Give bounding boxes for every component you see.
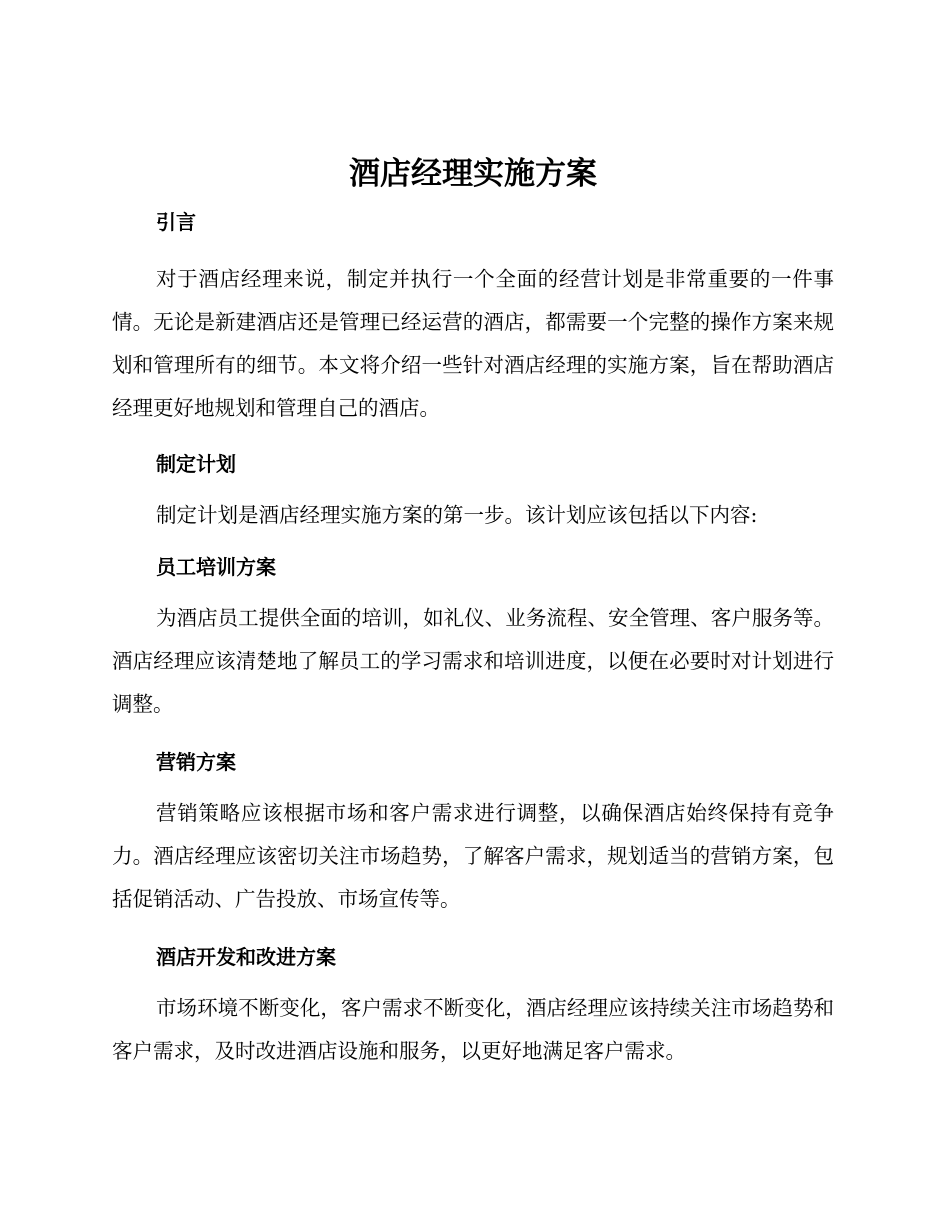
document-title: 酒店经理实施方案 bbox=[349, 156, 597, 192]
section-paragraph-intro: 对于酒店经理来说，制定并执行一个全面的经营计划是非常重要的一件事情。无论是新建酒店还是管理已经运营的酒店，都需要一个完整的操作方案来规划和管理所有的细节。本文将介绍一些针对酒店经理的实施方案，旨在帮助酒店经理更好地规划和管理自己的酒店。 bbox=[112, 267, 834, 420]
section-paragraph-plan: 制定计划是酒店经理实施方案的第一步。该计划应该包括以下内容: bbox=[156, 503, 758, 527]
section-paragraph-training: 为酒店员工提供全面的培训，如礼仪、业务流程、安全管理、客户服务等。酒店经理应该清楚地了解员工的学习需求和培训进度，以便在必要时对计划进行调整。 bbox=[112, 606, 834, 716]
section-heading-development: 酒店开发和改进方案 bbox=[156, 945, 336, 969]
section-heading-training: 员工培训方案 bbox=[156, 555, 276, 579]
section-heading-intro: 引言 bbox=[156, 210, 196, 234]
section-paragraph-marketing: 营销策略应该根据市场和客户需求进行调整，以确保酒店始终保持有竞争力。酒店经理应该密切关注市场趋势，了解客户需求，规划适当的营销方案，包括促销活动、广告投放、市场宣传等。 bbox=[112, 801, 834, 911]
section-heading-marketing: 营销方案 bbox=[156, 750, 236, 774]
section-heading-plan: 制定计划 bbox=[156, 452, 236, 476]
section-paragraph-development: 市场环境不断变化，客户需求不断变化，酒店经理应该持续关注市场趋势和客户需求，及时改进酒店设施和服务，以更好地满足客户需求。 bbox=[112, 996, 834, 1063]
document-page bbox=[112, 150, 834, 1073]
